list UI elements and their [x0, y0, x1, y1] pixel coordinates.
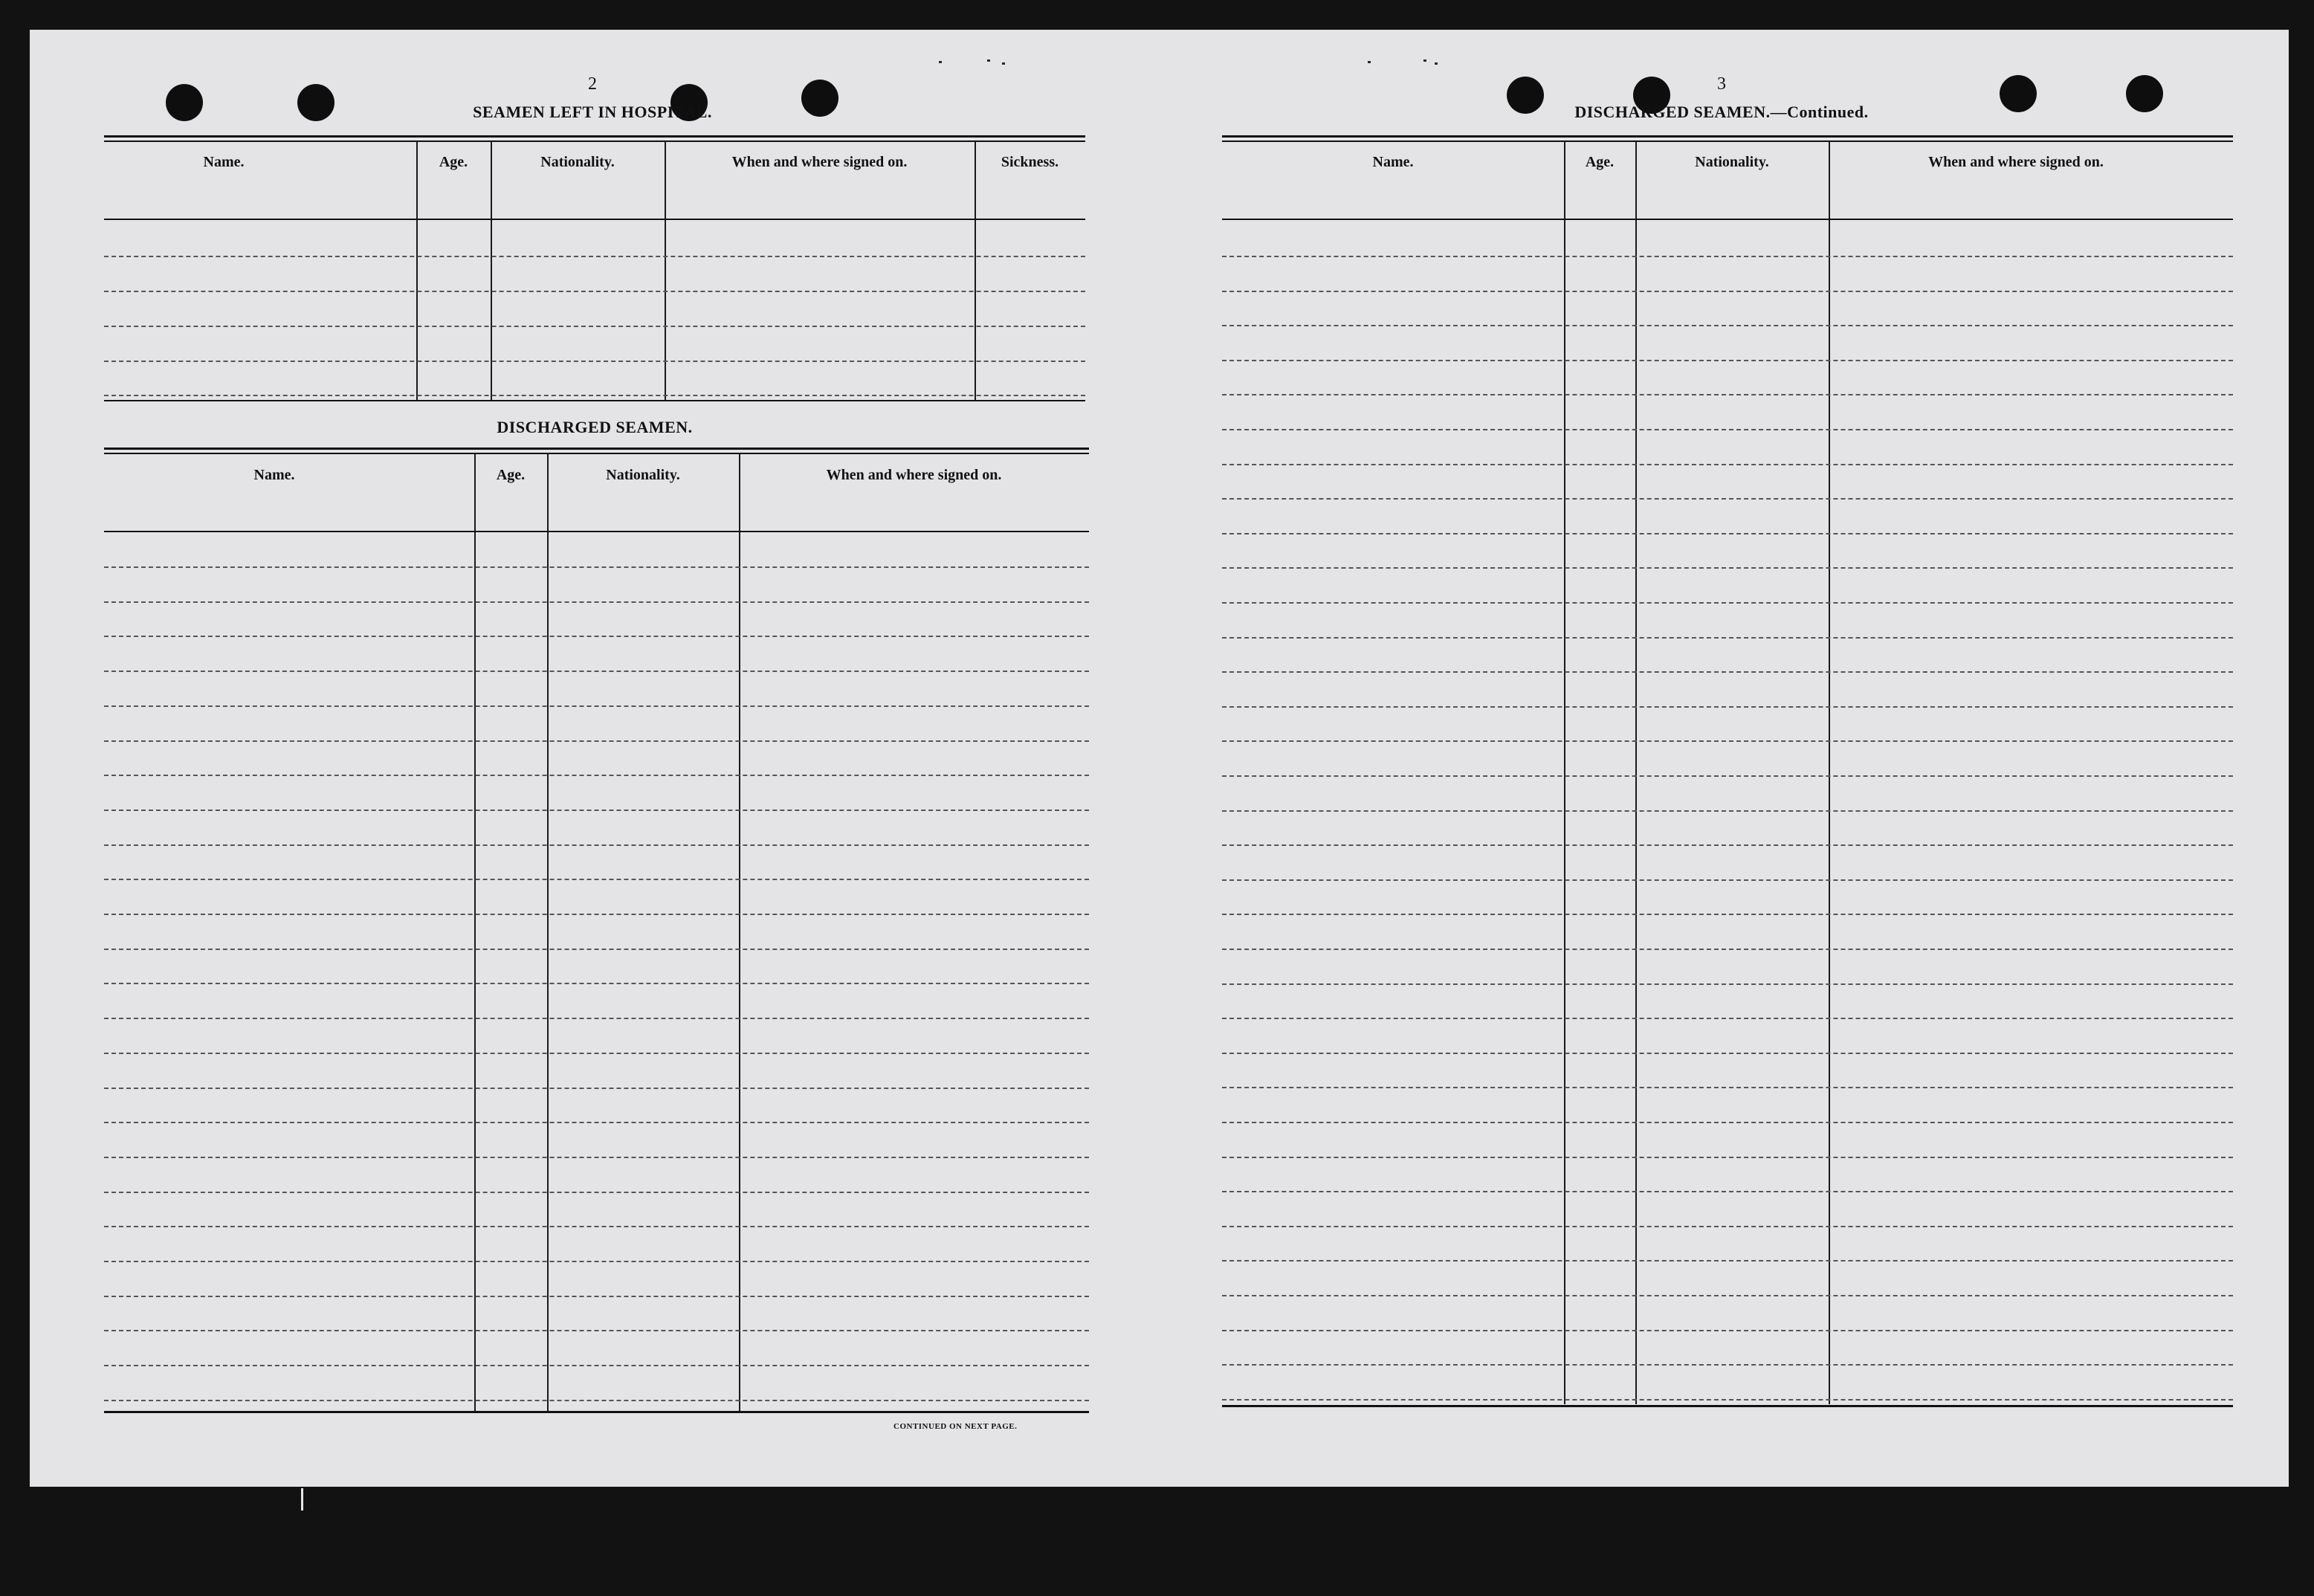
- entry-line: [1222, 567, 2233, 569]
- speck: [1368, 61, 1371, 63]
- entry-line: [1222, 1122, 2233, 1123]
- column-header-age: Age.: [439, 154, 468, 170]
- speck: [1435, 62, 1438, 65]
- entry-line: [104, 1400, 1089, 1401]
- hospital-section-title: SEAMEN LEFT IN HOSPITAL.: [473, 103, 712, 121]
- table-bottom-rule: [1222, 1405, 2233, 1407]
- entry-line: [104, 1018, 1089, 1019]
- entry-line: [1222, 360, 2233, 361]
- column-divider: [1564, 142, 1565, 1404]
- column-header-age: Age.: [496, 467, 526, 483]
- entry-line: [104, 326, 1085, 327]
- entry-line: [1222, 1364, 2233, 1366]
- entry-line: [1222, 256, 2233, 257]
- column-header-signed-on: When and where signed on.: [731, 154, 908, 170]
- table-top-rule: [104, 448, 1089, 450]
- entry-line: [104, 1053, 1089, 1054]
- column-divider: [1829, 142, 1830, 1404]
- continued-note: CONTINUED ON NEXT PAGE.: [893, 1422, 1018, 1431]
- entry-line: [104, 983, 1089, 984]
- entry-line: [104, 914, 1089, 915]
- entry-line: [1222, 1087, 2233, 1088]
- entry-line: [1222, 464, 2233, 465]
- entry-line: [104, 1157, 1089, 1158]
- table-top-rule: [1222, 140, 2233, 142]
- entry-line: [1222, 949, 2233, 950]
- column-header-name: Name.: [1372, 154, 1414, 170]
- entry-line: [104, 949, 1089, 950]
- header-underline: [104, 219, 1085, 220]
- entry-line: [104, 1296, 1089, 1297]
- entry-line: [1222, 810, 2233, 812]
- punch-hole: [2000, 75, 2037, 112]
- discharged-table-right: [1222, 135, 2233, 1414]
- discharged-table-left: [104, 448, 1089, 1414]
- entry-line: [104, 361, 1085, 362]
- entry-line: [1222, 1018, 2233, 1019]
- entry-line: [104, 291, 1085, 292]
- column-header-age: Age.: [1585, 154, 1615, 170]
- entry-line: [104, 1261, 1089, 1262]
- punch-hole: [166, 84, 203, 121]
- entry-line: [1222, 775, 2233, 777]
- speck: [987, 59, 990, 62]
- entry-line: [104, 636, 1089, 637]
- table-top-rule: [104, 135, 1085, 138]
- entry-line: [104, 879, 1089, 880]
- punch-hole: [2126, 75, 2163, 112]
- column-divider: [474, 454, 476, 1413]
- speck: [1002, 62, 1005, 65]
- entry-line: [1222, 1191, 2233, 1192]
- entry-line: [1222, 325, 2233, 326]
- table-top-rule: [104, 453, 1089, 454]
- table-top-rule: [104, 140, 1085, 142]
- entry-line: [104, 601, 1089, 603]
- entry-line: [1222, 844, 2233, 846]
- entry-line: [1222, 740, 2233, 742]
- column-header-name: Name.: [203, 154, 245, 170]
- entry-line: [1222, 879, 2233, 881]
- entry-line: [1222, 1260, 2233, 1261]
- column-header-sickness: Sickness.: [1001, 154, 1059, 170]
- column-header-nationality: Nationality.: [606, 467, 680, 483]
- column-header-name: Name.: [253, 467, 295, 483]
- entry-line: [104, 1330, 1089, 1331]
- discharged-continued-title: DISCHARGED SEAMEN.—Continued.: [1574, 103, 1869, 121]
- entry-line: [1222, 1157, 2233, 1158]
- column-divider: [547, 454, 549, 1413]
- entry-line: [104, 740, 1089, 742]
- entry-line: [104, 705, 1089, 707]
- punch-hole: [297, 84, 335, 121]
- entry-line: [1222, 706, 2233, 708]
- entry-line: [104, 775, 1089, 776]
- entry-line: [104, 395, 1085, 396]
- entry-line: [1222, 498, 2233, 500]
- punch-hole: [1507, 77, 1544, 114]
- entry-line: [1222, 1399, 2233, 1400]
- header-underline: [1222, 219, 2233, 220]
- column-header-signed-on: When and where signed on.: [1928, 154, 2104, 170]
- entry-line: [1222, 291, 2233, 292]
- hospital-table: [104, 135, 1085, 440]
- column-divider: [739, 454, 740, 1413]
- entry-line: [104, 844, 1089, 846]
- entry-line: [1222, 533, 2233, 534]
- table-top-rule: [1222, 135, 2233, 138]
- entry-line: [1222, 1053, 2233, 1054]
- discharged-section-title: DISCHARGED SEAMEN.: [497, 418, 693, 436]
- column-divider: [1635, 142, 1637, 1404]
- column-header-signed-on: When and where signed on.: [826, 467, 1002, 483]
- entry-line: [1222, 1226, 2233, 1227]
- speck: [939, 61, 942, 63]
- column-header-nationality: Nationality.: [1695, 154, 1769, 170]
- header-underline: [104, 531, 1089, 532]
- entry-line: [1222, 637, 2233, 639]
- speck: [1423, 59, 1426, 62]
- entry-line: [104, 566, 1089, 568]
- entry-line: [1222, 429, 2233, 430]
- entry-line: [1222, 1295, 2233, 1296]
- document-sheet: [30, 30, 2289, 1487]
- page-number-left: 2: [588, 74, 597, 94]
- entry-line: [104, 1365, 1089, 1366]
- entry-line: [104, 1226, 1089, 1227]
- entry-line: [104, 1088, 1089, 1089]
- entry-line: [1222, 602, 2233, 604]
- entry-line: [104, 256, 1085, 257]
- edge-mark: [301, 1488, 303, 1511]
- table-bottom-rule: [104, 1411, 1089, 1413]
- column-header-nationality: Nationality.: [540, 154, 615, 170]
- entry-line: [104, 671, 1089, 672]
- entry-line: [104, 810, 1089, 811]
- table-bottom-rule: [104, 400, 1085, 401]
- punch-hole: [801, 80, 838, 117]
- page-number-right: 3: [1717, 74, 1726, 94]
- entry-line: [104, 1122, 1089, 1123]
- entry-line: [104, 1192, 1089, 1193]
- entry-line: [1222, 671, 2233, 673]
- entry-line: [1222, 394, 2233, 395]
- entry-line: [1222, 914, 2233, 915]
- entry-line: [1222, 1330, 2233, 1331]
- entry-line: [1222, 983, 2233, 985]
